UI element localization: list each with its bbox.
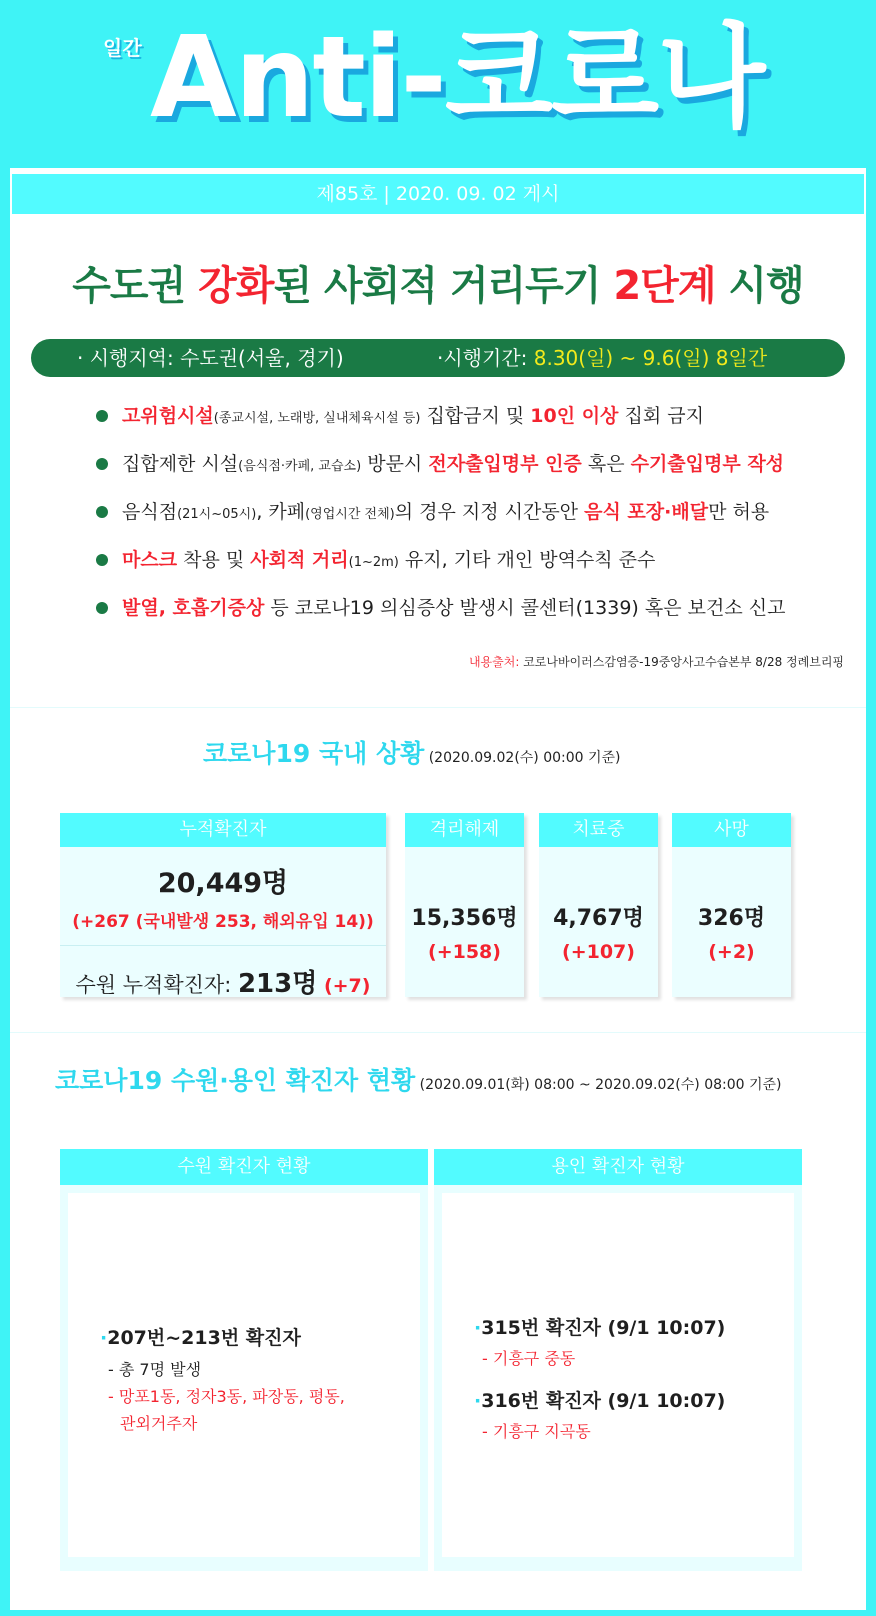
treating-header: 치료중 (539, 813, 658, 847)
headline-highlight: 2단계 (613, 263, 716, 309)
source-text: 코로나바이러스감염증-19중앙사고수습본부 8/28 정례브리핑 (519, 655, 844, 669)
suwon-case-number: 207번~213번 확진자 (107, 1327, 301, 1349)
bullet-dot-icon (96, 506, 108, 518)
rule-highlight: 전자출입명부 인증 (428, 453, 582, 475)
domestic-title (203, 734, 621, 770)
tick-mark-icon: · (474, 1390, 482, 1412)
masthead-title: Anti-코로나 (150, 13, 764, 143)
source-label: 내용출처: (468, 655, 520, 669)
rule-text: 만 허용 (708, 501, 770, 523)
suwon-case-count: - 총 7명 발생 (108, 1360, 202, 1379)
bullet-dot-icon (96, 410, 108, 422)
suwon-panel-header: 수원 확진자 현황 (60, 1149, 428, 1185)
info-pill (31, 339, 845, 377)
divider (10, 707, 866, 708)
deaths-card (672, 813, 791, 997)
rule-text: 집합금지 및 (420, 405, 531, 427)
yongin-panel-body (442, 1193, 794, 1557)
rule-text: 착용 및 (177, 549, 251, 571)
released-value: 15,356명 (411, 906, 518, 931)
released-card (405, 813, 524, 997)
rule-highlight: 마스크 (122, 549, 178, 571)
cumulative-header: 누적확진자 (60, 813, 386, 847)
content-source (469, 653, 844, 670)
headline (10, 254, 866, 311)
rule-text: 집회 금지 (618, 405, 704, 427)
bullet-dot-icon (96, 554, 108, 566)
released-header: 격리해제 (405, 813, 524, 847)
rule-text: 집합제한 시설 (122, 453, 239, 475)
rule-highlight: 고위험시설 (122, 405, 214, 427)
rule-note: (21시~05시) (177, 507, 257, 522)
cumulative-card (60, 813, 386, 997)
suwon-cumulative-value: 213명 (237, 969, 318, 999)
newsletter-sheet (10, 168, 866, 1610)
card-divider (60, 945, 386, 946)
local-title-text: 코로나19 수원·용인 확진자 현황 (55, 1066, 416, 1095)
treating-value: 4,767명 (553, 906, 644, 931)
rule-text: 의 경우 지정 시간동안 (394, 501, 585, 523)
list-item (96, 540, 856, 588)
treating-delta: (+107) (562, 941, 635, 963)
suwon-cumulative (60, 963, 386, 1000)
rules-list (96, 396, 856, 636)
issue-bar: 제85호 | 2020. 09. 02 게시 (12, 174, 864, 214)
deaths-header: 사망 (672, 813, 791, 847)
treating-card (539, 813, 658, 997)
list-item (96, 492, 856, 540)
rule-text: , 카페 (256, 501, 306, 523)
yongin-panel (434, 1149, 802, 1571)
tick-mark-icon: · (474, 1317, 482, 1339)
rule-note: (음식점·카페, 교습소) (238, 459, 362, 474)
rule-text: 유지, 기타 개인 방역수칙 준수 (398, 549, 656, 571)
headline-part: 시행 (715, 263, 804, 309)
yongin-case-location: - 기흥구 지곡동 (482, 1422, 591, 1441)
bullet-dot-icon (96, 458, 108, 470)
rule-text: 방문시 (361, 453, 429, 475)
domestic-title-text: 코로나19 국내 상황 (203, 739, 425, 768)
yongin-case-number: 316번 확진자 (9/1 10:07) (481, 1390, 726, 1412)
list-item (96, 396, 856, 444)
rule-note: (종교시설, 노래방, 실내체육시설 등) (213, 411, 421, 426)
released-delta: (+158) (428, 941, 501, 963)
rule-highlight: 음식 포장·배달 (584, 501, 709, 523)
yongin-panel-header: 용인 확진자 현황 (434, 1149, 802, 1185)
headline-part: 수도권 (72, 263, 199, 309)
suwon-case-title (100, 1323, 301, 1350)
local-basis: (2020.09.01(화) 08:00 ~ 2020.09.02(수) 08:00 기준) (415, 1077, 782, 1093)
suwon-cumulative-label: 수원 누적확진자: (75, 973, 238, 997)
rule-text: 음식점 (122, 501, 178, 523)
cumulative-value: 20,449명 (157, 868, 289, 899)
info-period-label: ·시행기간: (437, 346, 534, 370)
local-title (55, 1061, 782, 1097)
cumulative-delta: (+267 (국내발생 253, 해외유입 14)) (72, 912, 374, 932)
rule-highlight: 사회적 거리 (250, 549, 349, 571)
suwon-cumulative-delta: (+7) (317, 975, 371, 997)
tick-mark-icon: · (100, 1327, 108, 1349)
rule-highlight: 발열, 호흡기증상 (122, 597, 265, 619)
domestic-basis: (2020.09.02(수) 00:00 기준) (424, 750, 621, 766)
rule-text: 등 코로나19 의심증상 발생시 콜센터(1339) 혹은 보건소 신고 (264, 597, 786, 619)
suwon-case-areas: - 망포1동, 정자3동, 파장동, 평동, (108, 1387, 345, 1406)
info-period-value: 8.30(일) ~ 9.6(일) 8일간 (533, 346, 768, 370)
rule-highlight: 10인 이상 (530, 405, 619, 427)
deaths-value: 326명 (697, 906, 766, 931)
suwon-panel (60, 1149, 428, 1571)
yongin-case-title (474, 1313, 725, 1340)
list-item (96, 588, 856, 636)
info-area: · 시행지역: 수도권(서울, 경기) (77, 346, 344, 370)
suwon-case-areas-cont: 관외거주자 (120, 1414, 198, 1433)
masthead-daily-label: 일간 (103, 36, 142, 60)
yongin-case-location: - 기흥구 중동 (482, 1349, 576, 1368)
yongin-case-number: 315번 확진자 (9/1 10:07) (481, 1317, 726, 1339)
headline-highlight: 강화 (198, 263, 274, 309)
list-item (96, 444, 856, 492)
masthead (0, 0, 876, 168)
rule-highlight: 수기출입명부 작성 (630, 453, 785, 475)
rule-note: (1~2m) (348, 555, 399, 570)
divider (10, 1032, 866, 1033)
headline-part: 된 사회적 거리두기 (273, 263, 614, 309)
info-period (437, 339, 767, 377)
yongin-case-title (474, 1386, 725, 1413)
deaths-delta: (+2) (708, 941, 755, 963)
suwon-panel-body (68, 1193, 420, 1557)
bullet-dot-icon (96, 602, 108, 614)
rule-text: 혹은 (581, 453, 631, 475)
rule-note: (영업시간 전체) (305, 507, 395, 522)
